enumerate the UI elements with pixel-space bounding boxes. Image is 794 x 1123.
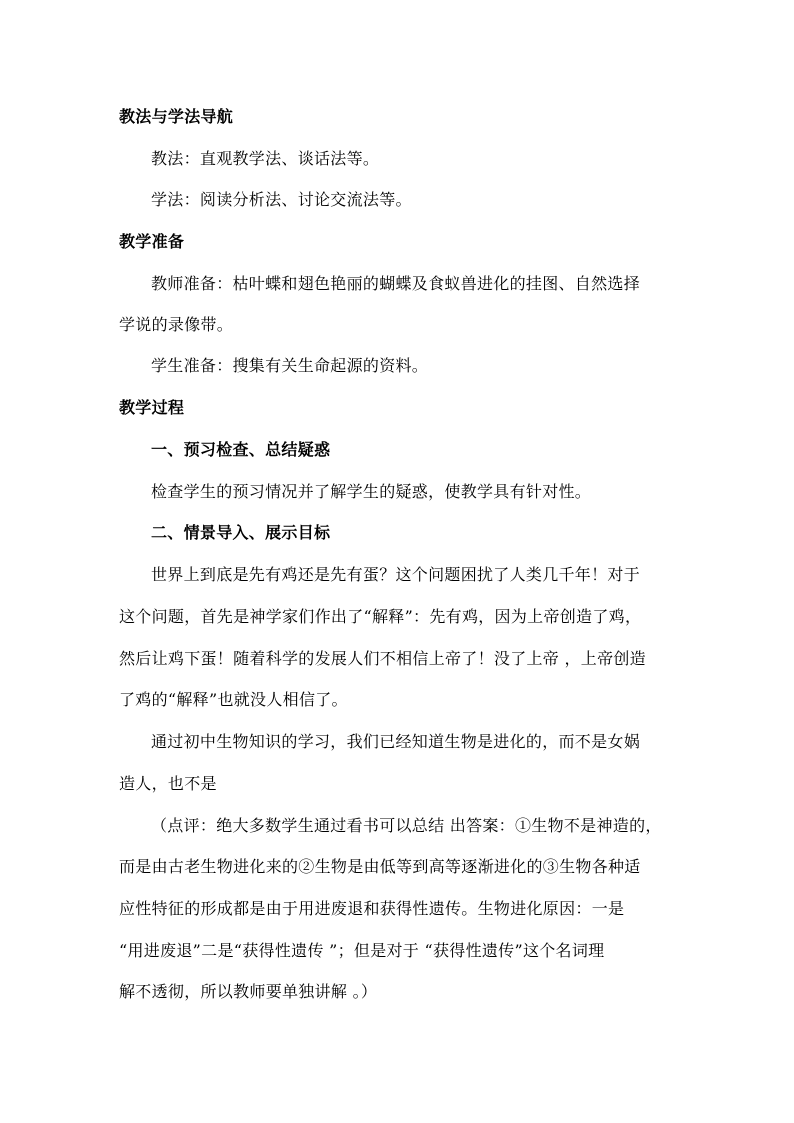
step-1-title: 一、预习检查、总结疑惑 [151,440,331,459]
paragraph-1-line-2: 这个问题，首先是神学家们作出了“解释”：先有鸡，因为上帝创造了鸡， [119,607,642,626]
learning-method-text: 学法：阅读分析法、讨论交流法等。 [151,190,412,209]
heading-teaching-process: 教学过程 [119,398,185,417]
teacher-prep-line-2: 学说的录像带。 [119,315,234,334]
heading-teaching-learning-methods: 教法与学法导航 [119,107,234,126]
heading-teaching-preparation: 教学准备 [119,232,185,251]
comment-line-2: 而是由古老生物进化来的②生物是由低等到高等逐渐进化的③生物各种适 [119,857,641,876]
comment-line-1: （点评：绝大多数学生通过看书可以总结 出答案：①生物不是神造的， [151,816,662,835]
teaching-method-text: 教法：直观教学法、谈话法等。 [151,149,380,168]
paragraph-1-line-3: 然后让鸡下蛋！随着科学的发展人们不相信上帝了！没了上帝 ，上帝创造 [119,649,646,668]
paragraph-1-line-4: 了鸡的“解释”也就没人相信了。 [119,690,348,709]
paragraph-2-line-1: 通过初中生物知识的学习，我们已经知道生物是进化的，而不是女娲 [151,732,641,751]
comment-line-5: 解不透彻，所以教师要单独讲解 。） [119,982,378,1001]
teacher-prep-line-1: 教师准备：枯叶蝶和翅色艳丽的蝴蝶及食蚁兽进化的挂图、自然选择 [151,274,641,293]
student-prep-text: 学生准备：搜集有关生命起源的资料。 [151,356,429,375]
paragraph-2-line-2: 造人，也不是 [119,774,217,793]
step-1-text: 检查学生的预习情况并了解学生的疑惑，使教学具有针对性。 [151,482,592,501]
step-2-title: 二、情景导入、展示目标 [151,523,331,542]
paragraph-1-line-1: 世界上到底是先有鸡还是先有蛋？这个问题困扰了人类几千年！对于 [151,565,641,584]
comment-line-3: 应性特征的形成都是由于用进废退和获得性遗传。生物进化原因：一是 [119,899,625,918]
comment-line-4: “用进废退”二是“获得性遗传 ”；但是对于 “获得性遗传”这个名词理 [119,941,605,960]
